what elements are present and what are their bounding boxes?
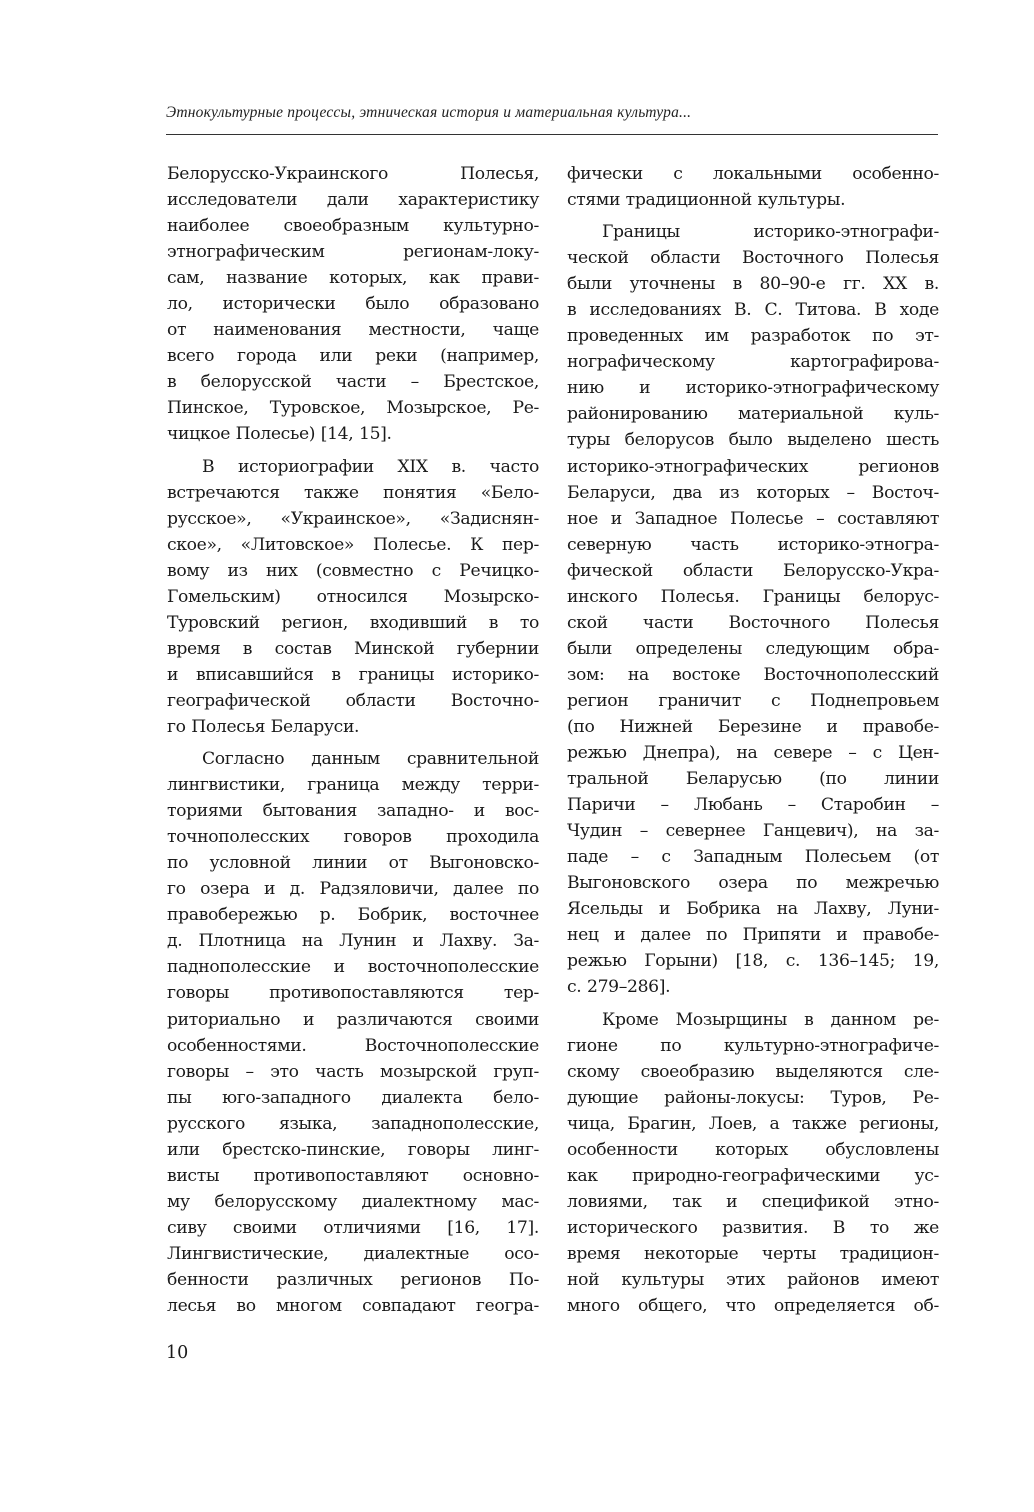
text-line: Туровский регион, входивший в то — [167, 612, 539, 633]
text-line: этнографическим регионам-локу- — [167, 242, 539, 263]
text-line: ловиями, так и спецификой этно- — [567, 1191, 939, 1212]
text-line: были уточнены в 80–90-е гг. XX в. — [567, 274, 939, 295]
text-line: ной культуры этих районов имеют — [567, 1269, 939, 1290]
text-line: паде – с Западным Полесьем (от — [567, 847, 939, 868]
text-line: пы юго-западного диалекта бело- — [167, 1087, 539, 1108]
text-line: ское», «Литовское» Полесье. К пер- — [167, 534, 539, 555]
text-line: нию и историко-этнографическому — [567, 378, 939, 399]
text-line: правобережью р. Бобрик, восточнее — [167, 905, 539, 926]
text-line: Гомельским) относился Мозырско- — [167, 586, 539, 607]
text-line: туры белорусов было выделено шесть — [567, 430, 939, 451]
text-line: Пинское, Туровское, Мозырское, Ре- — [167, 398, 539, 419]
running-header: Этнокультурные процессы, этническая история и материальная культура... — [166, 104, 692, 121]
text-line: Белорусско-Украинского Полесья, — [167, 164, 539, 184]
text-line: в белорусской части – Брестское, — [167, 372, 539, 393]
text-line: риториально и различаются своими — [167, 1009, 539, 1030]
text-line: русское», «Украинское», «Задиснян- — [167, 508, 539, 529]
text-line: лесья во многом совпадают геогра- — [167, 1296, 539, 1317]
text-line: встречаются также понятия «Бело- — [167, 482, 539, 503]
text-line: историко-этнографических регионов — [567, 456, 939, 477]
text-line: режью Горыни) [18, с. 136–145; 19, — [567, 951, 939, 972]
text-line: точнополесских говоров проходила — [167, 827, 539, 848]
text-line: регион граничит с Поднепровьем — [567, 690, 939, 711]
text-line: бенности различных регионов По- — [167, 1269, 539, 1290]
text-line: проведенных им разработок по эт- — [567, 326, 939, 347]
text-line: нец и далее по Припяти и правобе- — [567, 925, 939, 946]
text-line: гионе по культурно-этнографиче- — [567, 1035, 939, 1056]
text-line: ской части Восточного Полесья — [567, 612, 939, 633]
text-line: Ясельды и Бобрика на Лахву, Луни- — [567, 899, 939, 920]
text-line: зом: на востоке Восточнополесский — [567, 664, 939, 685]
text-line: Границы историко-этнографи- — [602, 222, 939, 243]
page-number: 10 — [166, 1343, 189, 1363]
text-line: или брестско-пинские, говоры линг- — [167, 1139, 539, 1160]
text-line: лингвистики, граница между терри- — [167, 775, 539, 796]
text-line: висты противопоставляют основно- — [167, 1165, 539, 1186]
text-line: по условной линии от Выгоновско- — [167, 853, 539, 874]
text-line: Чудин – севернее Ганцевич), на за- — [567, 821, 939, 842]
text-line: и вписавшийся в границы историко- — [167, 664, 539, 685]
text-line: Лингвистические, диалектные осо- — [167, 1243, 539, 1264]
text-line: тральной Беларусью (по линии — [567, 769, 939, 790]
text-line: ческой области Восточного Полесья — [567, 248, 939, 269]
text-line: особенностями. Восточнополесские — [167, 1035, 539, 1056]
text-line: время некоторые черты традицион- — [567, 1243, 939, 1264]
text-line: чицкое Полесье) [14, 15]. — [167, 424, 392, 445]
text-line: исторического развития. В то же — [567, 1217, 939, 1238]
text-line: фической области Белорусско-Укра- — [567, 560, 939, 581]
text-line: ториями бытования западно- и вос- — [167, 801, 539, 822]
text-line: наиболее своеобразным культурно- — [167, 216, 539, 237]
text-line: скому своеобразию выделяются сле- — [567, 1061, 939, 1082]
text-line: сиву своими отличиями [16, 17]. — [167, 1217, 539, 1238]
text-line: в исследованиях В. С. Титова. В ходе — [567, 300, 939, 321]
text-line: районированию материальной куль- — [567, 404, 939, 425]
text-line: от наименования местности, чаще — [167, 320, 539, 341]
text-line: паднополесские и восточнополесские — [167, 957, 539, 978]
text-line: му белорусскому диалектному мас- — [167, 1191, 539, 1212]
text-line: сам, название которых, как прави- — [167, 268, 539, 289]
text-line: инского Полесья. Границы белорус- — [567, 586, 939, 607]
text-line: Беларуси, два из которых – Восточ- — [567, 482, 939, 503]
text-line: русского языка, западнополесские, — [167, 1113, 539, 1134]
text-line: (по Нижней Березине и правобе- — [567, 716, 939, 737]
text-line: чица, Брагин, Лоев, а также регионы, — [567, 1113, 939, 1134]
text-line: вому из них (совместно с Речицко- — [167, 560, 539, 581]
text-line: географической области Восточно- — [167, 690, 539, 711]
text-line: всего города или реки (например, — [167, 346, 539, 367]
text-line: говоры – это часть мозырской груп- — [167, 1061, 539, 1082]
text-line: дующие районы-локусы: Туров, Ре- — [567, 1087, 939, 1108]
text-line: Согласно данным сравнительной — [202, 749, 539, 770]
text-line: были определены следующим обра- — [567, 638, 939, 659]
text-line: режью Днепра), на севере – с Цен- — [567, 743, 939, 764]
text-line: как природно-географическими ус- — [567, 1165, 939, 1186]
text-line: го Полесья Беларуси. — [167, 716, 360, 737]
text-line: фически с локальными особенно- — [567, 164, 939, 184]
text-line: д. Плотница на Лунин и Лахву. За- — [167, 931, 539, 952]
text-line: Кроме Мозырщины в данном ре- — [602, 1009, 939, 1030]
text-line: с. 279–286]. — [567, 977, 671, 998]
text-line: Паричи – Любань – Старобин – — [567, 795, 939, 816]
text-line: ное и Западное Полесье – составляют — [567, 508, 939, 529]
text-line: нографическому картографирова- — [567, 352, 939, 373]
text-line: время в состав Минской губернии — [167, 638, 539, 659]
text-line: исследователи дали характеристику — [167, 190, 539, 211]
text-line: В историографии XIX в. часто — [202, 456, 539, 477]
header-divider — [166, 134, 938, 135]
text-line: северную часть историко-этногра- — [567, 534, 939, 555]
text-line: ло, исторически было образовано — [167, 294, 539, 315]
text-line: го озера и д. Радзяловичи, далее по — [167, 879, 539, 900]
text-line: много общего, что определяется об- — [567, 1296, 939, 1317]
text-line: стями традиционной культуры. — [567, 190, 846, 211]
text-line: особенности которых обусловлены — [567, 1139, 939, 1160]
text-line: Выгоновского озера по межречью — [567, 873, 939, 894]
left-text-column — [167, 161, 539, 1319]
right-text-column — [567, 161, 939, 1319]
text-line: говоры противопоставляются тер- — [167, 983, 539, 1004]
